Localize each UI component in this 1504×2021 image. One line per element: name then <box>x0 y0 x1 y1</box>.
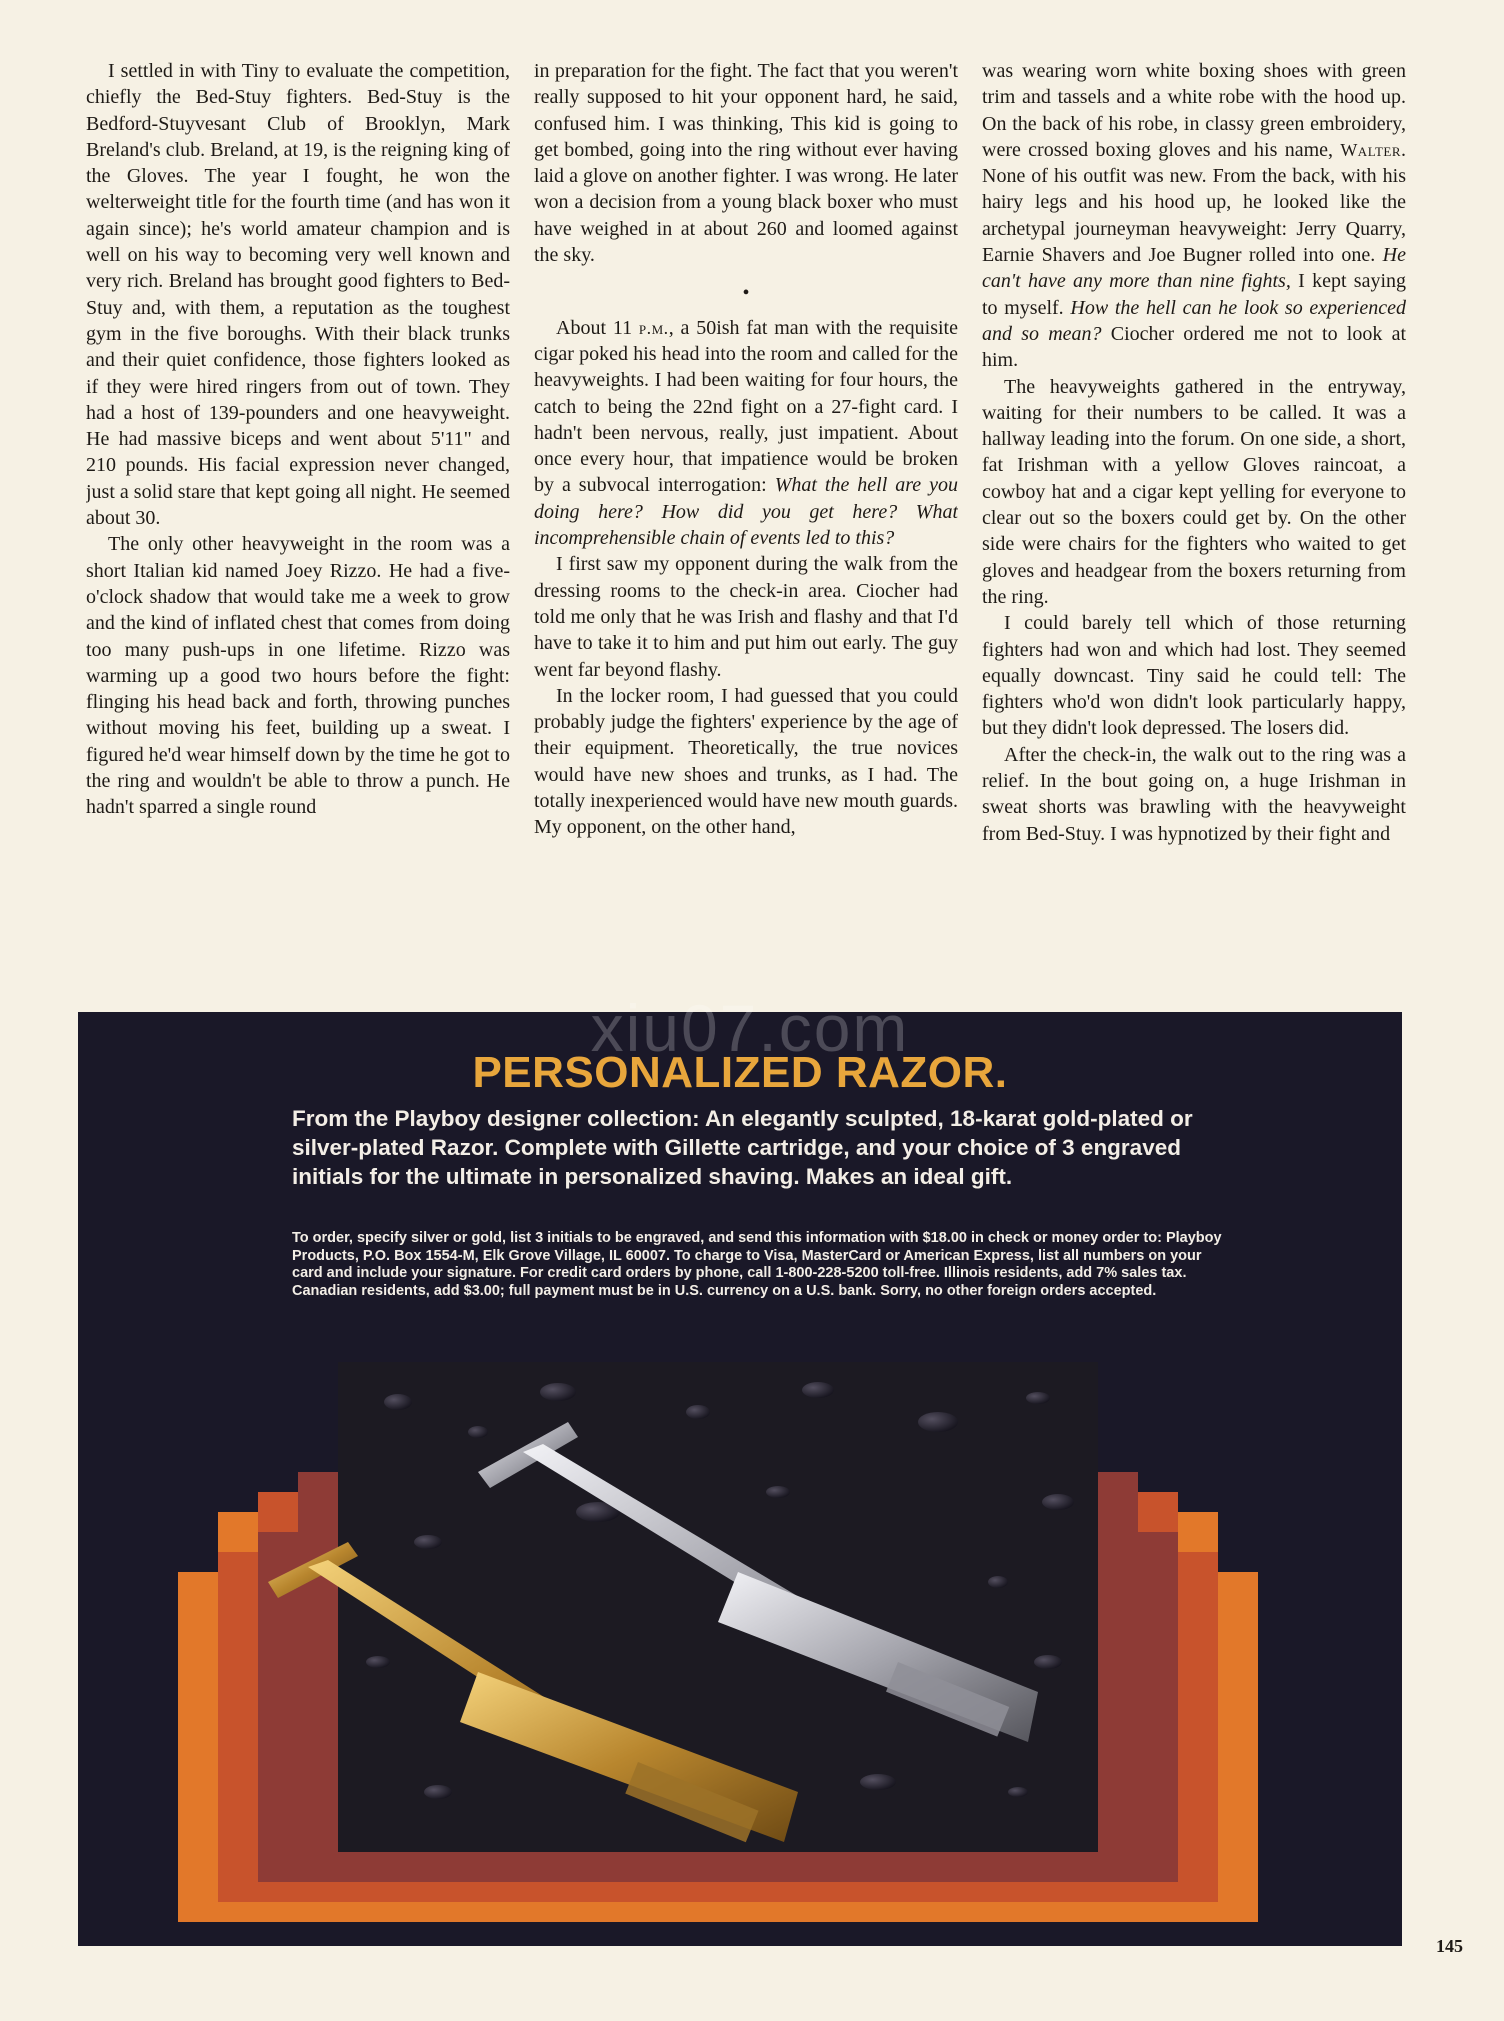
watermark: xiu07.com <box>590 991 910 1065</box>
text-run: Ciocher ordered me not to look at him. <box>982 322 1406 372</box>
text-run: About 11 <box>556 316 639 339</box>
ad-lead-copy: From the Playboy designer collection: An elegantly sculpted, 18-karat gold-plated or silver-plated Razor. Complete with Gillette cartridge, and your choice of 3 engraved initials for the ultimate in personalized shaving. Makes an ideal gift. <box>292 1106 1193 1189</box>
text-run: was wearing worn white boxing shoes with green trim and tassels and a white robe with the hood up. On the back of his robe, in classy green embroidery, were crossed boxing gloves and his name, <box>982 60 1406 161</box>
paragraph: I first saw my opponent during the walk from the dressing rooms to the check-in area. Ciocher had told me only that he was Irish and flashy and that I'd have to take it to him and put him out early. The guy went far beyond flashy. <box>534 553 958 681</box>
article-columns <box>86 58 1406 978</box>
time-pm: p.m. <box>638 317 669 338</box>
paragraph: I could barely tell which of those returning fighters had won and which had lost. They seemed equally downcast. Tiny said he could tell: The fighters who'd won didn't look particularly happy, but they didn't look depressed. The losers did. <box>982 612 1406 740</box>
paragraph: The heavyweights gathered in the entryway, waiting for their numbers to be called. It was a hallway leading into the forum. On one side, a short, fat Irishman with a yellow Gloves raincoat, a cowboy hat and a cigar kept yelling for everyone to clear out so the boxers could get by. On the other side were chairs for the fighters who waited to get gloves and headgear from the boxers returning from the ring. <box>982 375 1406 608</box>
name-walter: Walter <box>1340 139 1401 160</box>
italic-thought: How the hell can he look so experienced and so mean? <box>982 296 1406 345</box>
text-run: I kept saying to myself. <box>982 270 1406 319</box>
text-run: . None of his outfit was new. From the back, with his hairy legs and his hood up, he looked like the archetypal journeyman heavyweight: Jerry Quarry, Earnie Shavers and Joe Bugner rolled into one. <box>982 138 1406 267</box>
paragraph: in preparation for the fight. The fact that you weren't really supposed to hit your opponent hard, he said, confused him. I was thinking, This kid is going to get bombed, going into the ring without ever having laid a glove on another fighter. I was wrong. He later won a decision from a young black boxer who must have weighed in at about 260 and loomed against the sky. <box>534 60 958 267</box>
italic-thought: He can't have any more than nine fights, <box>982 244 1406 293</box>
page-number: 145 <box>1436 1936 1463 1956</box>
ad-title: PERSONALIZED RAZOR. <box>472 1048 1008 1097</box>
paragraph <box>982 58 1406 374</box>
razor-product-photo <box>178 1362 1258 1922</box>
paragraph: I settled in with Tiny to evaluate the competition, chiefly the Bed-Stuy fighters. Bed-Stuy is the Bedford-Stuyvesant Club of Brooklyn, Mark Breland's club. Breland, at 19, is the reigning king of the Gloves. The year I fought, he won the welterweight title for the fourth time (and has won it again since); he's world amateur champion and is well on his way to becoming very well known and very rich. Breland has brought good fighters to Bed-Stuy and, with them, a reputation as the toughest gym in the five boroughs. With their black trunks and their quiet confidence, those fighters looked as if they were hired ringers from out of town. They had a host of 139-pounders and one heavyweight. He had massive biceps and went about 5'11" and 210 pounds. His facial expression never changed, just a solid stare that kept going all night. He seemed about 30. <box>86 60 510 530</box>
article-column-1 <box>86 58 510 978</box>
text-run: , a 50ish fat man with the requisite cigar poked his head into the room and called for the heavyweights. I had been waiting for four hours, the catch to being the 22nd fight on a 27-fight card. I hadn't been nervous, really, just impatient. About once every hour, that impatience would be broken by a subvocal interrogation: <box>534 316 958 497</box>
ad-order-instructions: To order, specify silver or gold, list 3 initials to be engraved, and send this information with $18.00 in check or money order to: Playboy Products, P.O. Box 1554-M, Elk Grove Village, IL 60007. To charge to Visa, MasterCard or American Express, list all numbers on your card and include your signature. For credit card orders by phone, call 1-800-228-5200 toll-free. Illinois residents, add 7% sales tax. Canadian residents, add $3.00; full payment must be in U.S. currency on a U.S. bank. Sorry, no other foreign orders accepted. <box>292 1230 1222 1299</box>
paragraph: After the check-in, the walk out to the ring was a relief. In the bout going on, a huge Irishman in sweat shorts was brawling with the heavyweight from Bed-Stuy. I was hypnotized by their fight and <box>982 743 1406 845</box>
article-column-3 <box>982 58 1406 978</box>
italic-thought: What the hell are you doing here? How did you get here? What incomprehensible chain of events led to this? <box>534 474 958 550</box>
article-column-2 <box>534 58 958 978</box>
paragraph: In the locker room, I had guessed that you could probably judge the fighters' experience by the age of their equipment. Theoretically, the true novices would have new shoes and trunks, as I had. The totally inexperienced would have new mouth guards. My opponent, on the other hand, <box>534 684 958 839</box>
razor-advertisement <box>78 1012 1402 1946</box>
paragraph <box>534 315 958 552</box>
section-break-bullet: • <box>742 282 750 305</box>
paragraph: The only other heavyweight in the room was a short Italian kid named Joey Rizzo. He had a five-o'clock shadow that would take me a week to grow and the kind of inflated chest that comes from doing too many push-ups in one lifetime. Rizzo was warming up a good two hours before the fight: flinging his head back and forth, throwing punches without moving his feet, building up a sweat. I figured he'd wear himself down by the time he got to the ring and wouldn't be able to throw a punch. He hadn't sparred a single round <box>86 533 510 819</box>
